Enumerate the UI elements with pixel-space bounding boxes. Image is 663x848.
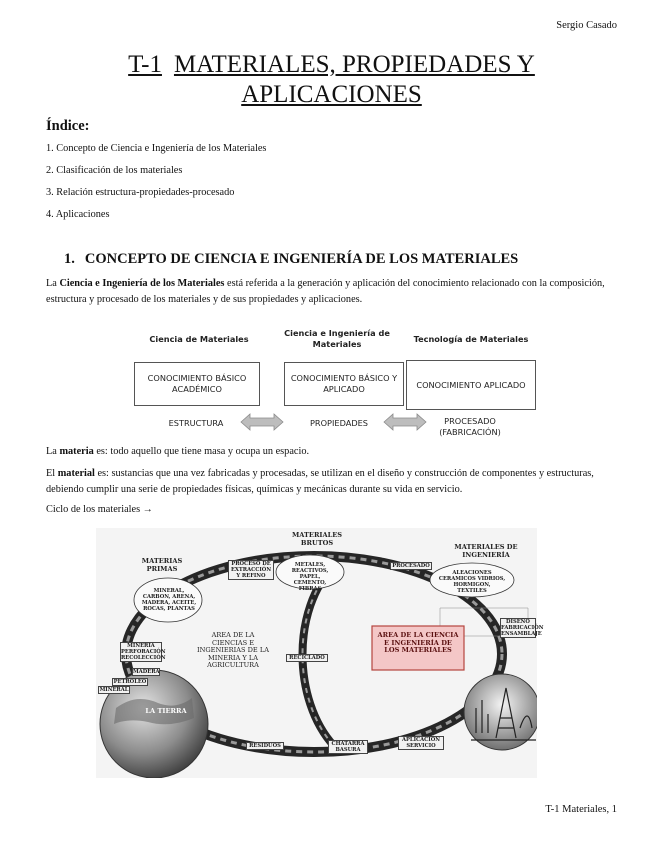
oil-tag: PETROLEO — [113, 679, 147, 685]
definition-text: es: todo aquello que tiene masa y ocupa un espacio. — [93, 446, 310, 457]
materials-area-label: AREA DE LA CIENCIA E INGENIERÍA DE LOS MATERIALES — [377, 631, 459, 654]
mineral-tag: MINERAL — [99, 687, 129, 693]
waste-tag: RESIDUOS — [246, 742, 284, 750]
intro-bold-term: Ciencia e Ingeniería de los Materiales — [59, 278, 225, 289]
diagram-header: Tecnología de Materiales — [413, 334, 529, 344]
raw-goods-list: METALES, REACTIVOS, PAPEL, CEMENTO, FIBRAS — [291, 562, 329, 592]
recycling-tag: RECICLADO — [286, 654, 328, 662]
earth-label: LA TIERRA — [145, 707, 187, 715]
section-number: 1. — [64, 251, 75, 267]
definition-text: La — [46, 446, 60, 457]
double-arrow-icon — [384, 414, 426, 430]
materials-cycle-diagram — [96, 528, 544, 778]
toc-item: 2. Clasificación de los materiales — [46, 165, 183, 176]
title-line2: APLICACIONES — [241, 81, 422, 108]
materiales-ingenieria-label: MATERIALES DE INGENIERÍA — [454, 543, 518, 559]
definition-term: material — [57, 468, 95, 479]
intro-text: La — [46, 278, 60, 289]
design-tag: DISEÑO FABRICACIÓN ENSAMBLAJE — [501, 619, 544, 637]
diagram-box: CONOCIMIENTO BÁSICO ACADÉMICO — [134, 362, 260, 406]
materiales-brutos-label: MATERIALES BRUTOS — [291, 531, 343, 547]
definition-materia — [46, 444, 621, 460]
engineering-materials-list: ALEACIONES CERAMICOS VIDRIOS, HORMIGON, TEXTILES — [438, 570, 506, 594]
industry-globe — [464, 674, 537, 750]
processing-tag: PROCESADO — [390, 562, 432, 570]
section-heading — [64, 251, 518, 268]
cycle-caption: Ciclo de los materiales → — [46, 504, 153, 515]
wood-tag: MADERA — [133, 669, 160, 675]
index-heading: Índice: — [46, 118, 90, 134]
diagram-header: Ciencia de Materiales — [149, 334, 249, 344]
scrap-tag: CHATARRA BASURA — [328, 740, 368, 754]
diagram-label: ESTRUCTURA — [168, 418, 224, 428]
toc-item: 1. Concepto de Ciencia e Ingeniería de los Materiales — [46, 143, 267, 154]
science-engineering-diagram — [124, 316, 540, 444]
raw-materials-list: MINERAL, CARBON, ARENA, MADERA, ACEITE, ROCAS, PLANTAS — [141, 588, 197, 612]
section-title: CONCEPTO DE CIENCIA E INGENIERÍA DE LOS MATERIALES — [84, 251, 519, 267]
extraction-tag: PROCESO DE EXTRACCIÓN Y REFINO — [228, 560, 274, 580]
title-code: T-1 — [128, 51, 162, 78]
application-tag: APLICACIÓN SERVICIO — [398, 736, 444, 750]
toc-item: 3. Relación estructura-propiedades-procesado — [46, 187, 235, 198]
double-arrow-icon — [241, 414, 283, 430]
page-footer: T-1 Materiales, 1 — [545, 804, 617, 815]
diagram-header: Ciencia e Ingeniería de Materiales — [284, 328, 390, 349]
author-name: Sergio Casado — [556, 20, 617, 31]
mining-tag: MINERIA PERFORACIÓN RECOLECCIÓN — [121, 643, 166, 661]
page-title — [0, 50, 663, 110]
definition-material — [46, 466, 621, 497]
definition-text: es: sustancias que una vez fabricadas y procesadas, se utilizan en el diseño y construcción de componentes y estructuras, debiendo cumplir una serie de propiedades físicas, químicas y mecánicas durante su vida en servicio. — [46, 468, 594, 495]
title-line1: MATERIALES, PROPIEDADES Y — [173, 51, 535, 78]
definition-term: materia — [59, 446, 94, 457]
table-of-contents — [46, 142, 266, 230]
diagram-box: CONOCIMIENTO APLICADO — [406, 360, 536, 410]
intro-text: está referida a la generación y aplicación del conocimiento relacionado con la composición, estructura y procesado de los materiales y de sus propiedades y aplicaciones. — [46, 278, 605, 305]
intro-paragraph — [46, 276, 621, 307]
diagram-label: PROPIEDADES — [309, 418, 369, 428]
materias-primas-label: MATERIAS PRIMAS — [141, 557, 183, 573]
toc-item: 4. Aplicaciones — [46, 209, 110, 220]
diagram-box: CONOCIMIENTO BÁSICO Y APLICADO — [284, 362, 404, 406]
definition-text: El — [46, 468, 58, 479]
diagram-label: PROCESADO (FABRICACIÓN) — [439, 416, 501, 437]
mining-area-label: AREA DE LA CIENCIAS E INGENIERIAS DE LA MINERIA Y LA AGRICULTURA — [197, 631, 269, 669]
